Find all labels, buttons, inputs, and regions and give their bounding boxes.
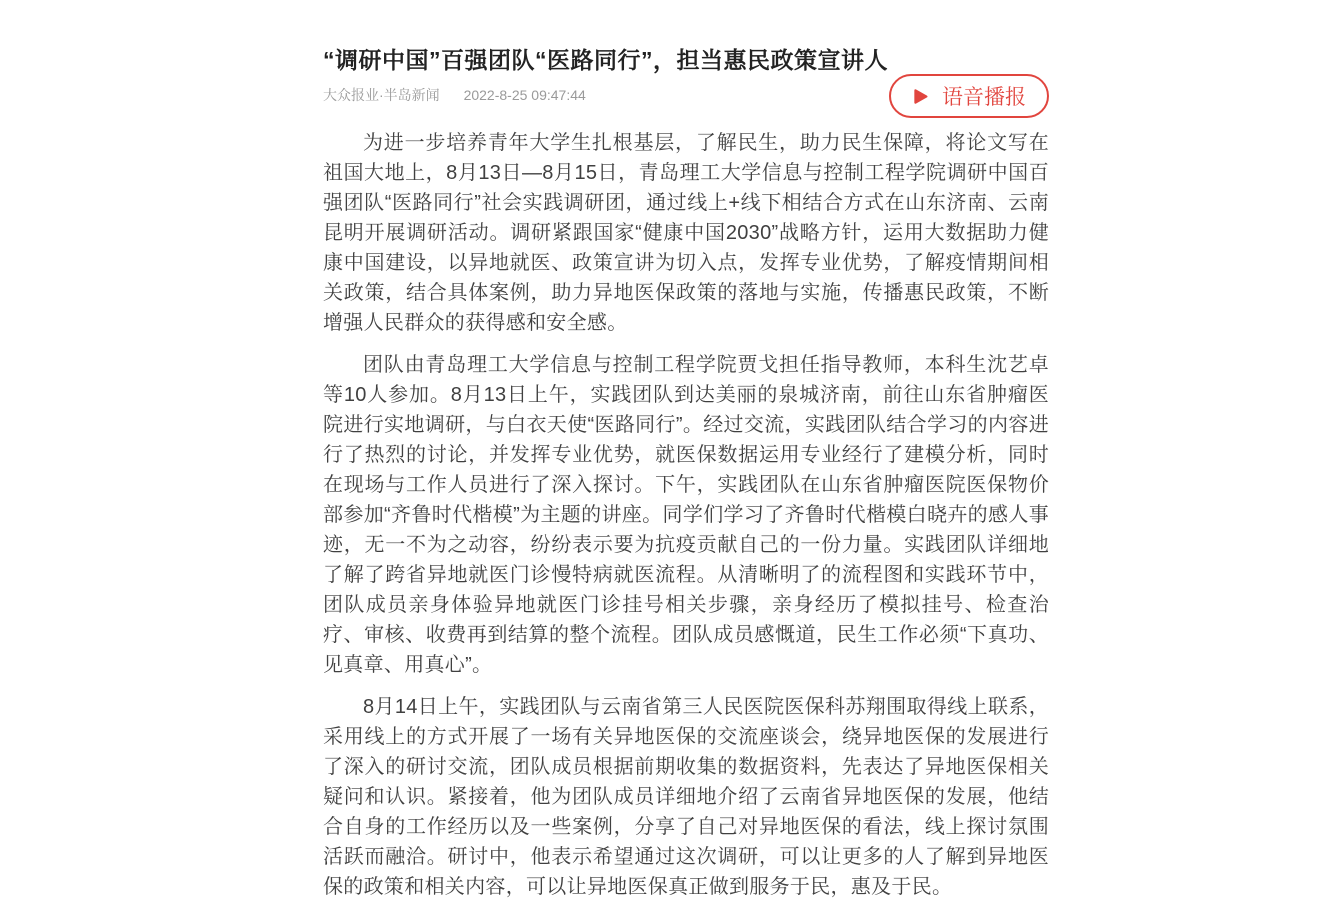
voice-broadcast-button[interactable]: [889, 74, 1049, 118]
article-title: “调研中国”百强团队“医路同行”，担当惠民政策宣讲人: [323, 47, 888, 73]
article-datetime: 2022-8-25 09:47:44: [463, 87, 586, 103]
play-icon: [912, 88, 929, 105]
article-page: [323, 0, 1049, 902]
article-paragraph-1: 为进一步培养青年大学生扎根基层，了解民生，助力民生保障，将论文写在祖国大地上，8月13日—8月15日，青岛理工大学信息与控制工程学院调研中国百强团队“医路同行”社会实践调研团，通过线上+线下相结合方式在山东济南、云南昆明开展调研活动。调研紧跟国家“健康中国2030”战略方针，运用大数据助力健康中国建设，以异地就医、政策宣讲为切入点，发挥专业优势，了解疫情期间相关政策，结合具体案例，助力异地医保政策的落地与实施，传播惠民政策，不断增强人民群众的获得感和安全感。: [323, 132, 1049, 334]
voice-broadcast-label: 语音播报: [942, 86, 1026, 109]
article-header: [323, 0, 1049, 109]
article-body: [323, 128, 1049, 902]
article-paragraph-2: 团队由青岛理工大学信息与控制工程学院贾戈担任指导教师，本科生沈艺卓等10人参加。8月13日上午，实践团队到达美丽的泉城济南，前往山东省肿瘤医院进行实地调研，与白衣天使“医路同行”。经过交流，实践团队结合学习的内容进行了热烈的讨论，并发挥专业优势，就医保数据运用专业经行了建模分析，同时在现场与工作人员进行了深入探讨。下午，实践团队在山东省肿瘤医院医保物价部参加“齐鲁时代楷模”为主题的讲座。同学们学习了齐鲁时代楷模白晓卉的感人事迹，无一不为之动容，纷纷表示要为抗疫贡献自己的一份力量。实践团队详细地了解了跨省异地就医门诊慢特病就医流程。从清晰明了的流程图和实践环节中，团队成员亲身体验异地就医门诊挂号相关步骤，亲身经历了模拟挂号、检查治疗、审核、收费再到结算的整个流程。团队成员感慨道，民生工作必须“下真功、见真章、用真心”。: [323, 354, 1049, 676]
article-source: 大众报业·半岛新闻: [323, 87, 440, 103]
article-paragraph-3: 8月14日上午，实践团队与云南省第三人民医院医保科苏翔围取得线上联系，采用线上的方式开展了一场有关异地医保的交流座谈会，绕异地医保的发展进行了深入的研讨交流，团队成员根据前期收集的数据资料，先表达了异地医保相关疑问和认识。紧接着，他为团队成员详细地介绍了云南省异地医保的发展，他结合自身的工作经历以及一些案例，分享了自己对异地医保的看法，线上探讨氛围活跃而融洽。研讨中，他表示希望通过这次调研，可以让更多的人了解到异地医保的政策和相关内容，可以让异地医保真正做到服务于民，惠及于民。: [323, 696, 1049, 898]
